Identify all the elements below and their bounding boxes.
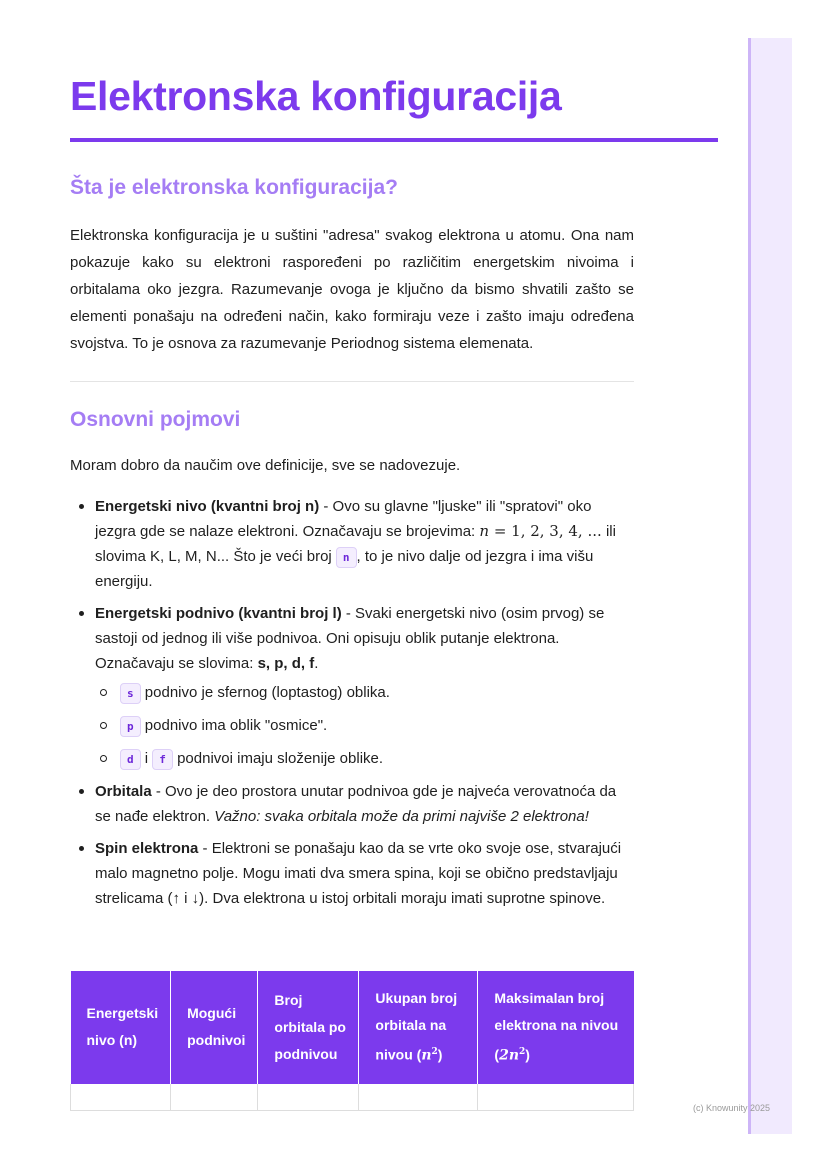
sublevel-letters: s, p, d, f bbox=[257, 655, 315, 672]
header-total-orbitals bbox=[359, 971, 478, 1084]
code-f: f bbox=[152, 749, 173, 770]
header-total-orbitals-text: Ukupan broj orbitala na nivou ( bbox=[375, 990, 458, 1063]
list-item-energy-level bbox=[95, 494, 635, 594]
sub-df-text: podnivoi imaju složenije oblike. bbox=[172, 750, 384, 767]
orbital-note: Važno: svaka orbitala može da primi najviše 2 elektrona! bbox=[214, 808, 589, 825]
section-heading-basics: Osnovni pojmovi bbox=[70, 408, 241, 431]
list-item-orbital bbox=[95, 779, 635, 829]
copyright-footer: (c) Knowunity 2025 bbox=[693, 1103, 771, 1113]
table-cell bbox=[258, 1084, 359, 1111]
table-cell bbox=[478, 1084, 634, 1111]
definitions-list bbox=[70, 494, 635, 918]
header-energy-level: Energetski nivo (n) bbox=[71, 971, 171, 1084]
sub-item-d-f bbox=[120, 746, 635, 771]
term-spin: Spin elektrona bbox=[95, 840, 199, 857]
section-heading-what-is: Šta je elektronska konfiguracija? bbox=[70, 176, 398, 199]
energy-level-math: n = 1, 2, 3, 4, ... bbox=[479, 522, 602, 540]
code-s: s bbox=[120, 683, 141, 704]
code-d: d bbox=[120, 749, 141, 770]
header-max-electrons-sup: 2 bbox=[519, 1047, 526, 1057]
sublevel-text-b: . bbox=[314, 655, 319, 672]
section-divider bbox=[70, 381, 634, 382]
header-total-orbitals-tail: ) bbox=[437, 1046, 443, 1063]
basics-intro: Moram dobro da naučim ove definicije, sve se nadovezuje. bbox=[70, 457, 461, 474]
energy-level-text-a: - Ovo su glavne "ljuske" ili "spratovi" oko jezgra gde se nalaze elektroni. Označavaju se brojevima: bbox=[95, 498, 592, 540]
energy-level-text-b: ili slovima K, L, M, N... Što je veći broj bbox=[95, 523, 616, 565]
header-max-electrons-tail: ) bbox=[525, 1046, 530, 1063]
sub-p-text: podnivo ima oblik "osmice". bbox=[140, 717, 328, 734]
energy-level-text-c: , to je nivo dalje od jezgra i ima višu energiju. bbox=[95, 548, 594, 590]
header-max-electrons bbox=[478, 971, 634, 1084]
orbital-text: - Ovo je deo prostora unutar podnivoa gde je najveća verovatnoća da se nađe elektron. bbox=[95, 783, 617, 825]
code-p: p bbox=[120, 716, 141, 737]
table-cell bbox=[71, 1084, 171, 1111]
title-underline bbox=[70, 138, 718, 142]
table-header-row bbox=[71, 971, 634, 1084]
list-item-spin bbox=[95, 836, 635, 911]
table-row bbox=[71, 1084, 634, 1111]
sublevel-list bbox=[95, 680, 635, 771]
term-energy-level: Energetski nivo (kvantni broj n) bbox=[95, 498, 320, 515]
header-max-electrons-text: Maksimalan broj elektrona na nivou ( bbox=[494, 990, 619, 1063]
sub-s-text: podnivo je sfernog (loptastog) oblika. bbox=[140, 684, 390, 701]
header-possible-sublevels: Mogući podnivoi bbox=[171, 971, 258, 1084]
header-orbitals-per-sublevel: Broj orbitala po podnivou bbox=[258, 971, 359, 1084]
sub-item-s bbox=[120, 680, 635, 705]
side-panel bbox=[748, 38, 792, 1134]
intro-paragraph: Elektronska konfiguracija je u suštini "adresa" svakog elektrona u atomu. Ona nam pokazuje kako su elektroni raspoređeni po različitim energetskim nivoima i orbitalama oko jezgra. Razumevanje ovoga je ključno da bismo shvatili zašto se elementi ponašaju na određeni način, kako formiraju veze i zašto imaju određena svojstva. To je osnova za razumevanje Periodnog sistema elemenata. bbox=[70, 227, 634, 352]
header-total-orbitals-sup: 2 bbox=[431, 1047, 438, 1057]
levels-table bbox=[70, 971, 634, 1111]
list-item-sublevel bbox=[95, 601, 635, 771]
spin-text: - Elektroni se ponašaju kao da se vrte oko svoje ose, stvarajući malo magnetno polje. Mogu imati dva smera spina, koji se obično predstavljaju strelicama (↑ i ↓). Dva elektrona u istoj orbitali moraju imati suprotne spinove. bbox=[95, 840, 622, 907]
table-cell bbox=[171, 1084, 258, 1111]
term-orbital: Orbitala bbox=[95, 783, 152, 800]
sub-item-p bbox=[120, 713, 635, 738]
page-title: Elektronska konfiguracija bbox=[70, 73, 562, 119]
code-n: n bbox=[336, 547, 357, 568]
table-cell bbox=[359, 1084, 478, 1111]
sub-df-mid: i bbox=[140, 750, 153, 767]
header-max-electrons-math: 2n bbox=[499, 1047, 520, 1064]
term-sublevel: Energetski podnivo (kvantni broj l) bbox=[95, 605, 342, 622]
sublevel-text-a: - Svaki energetski nivo (osim prvog) se sastoji od jednog ili više podnivoa. Oni opisuju oblik putanje elektrona. Označavaju se slovima: bbox=[95, 605, 605, 672]
header-total-orbitals-math: n bbox=[421, 1047, 432, 1064]
